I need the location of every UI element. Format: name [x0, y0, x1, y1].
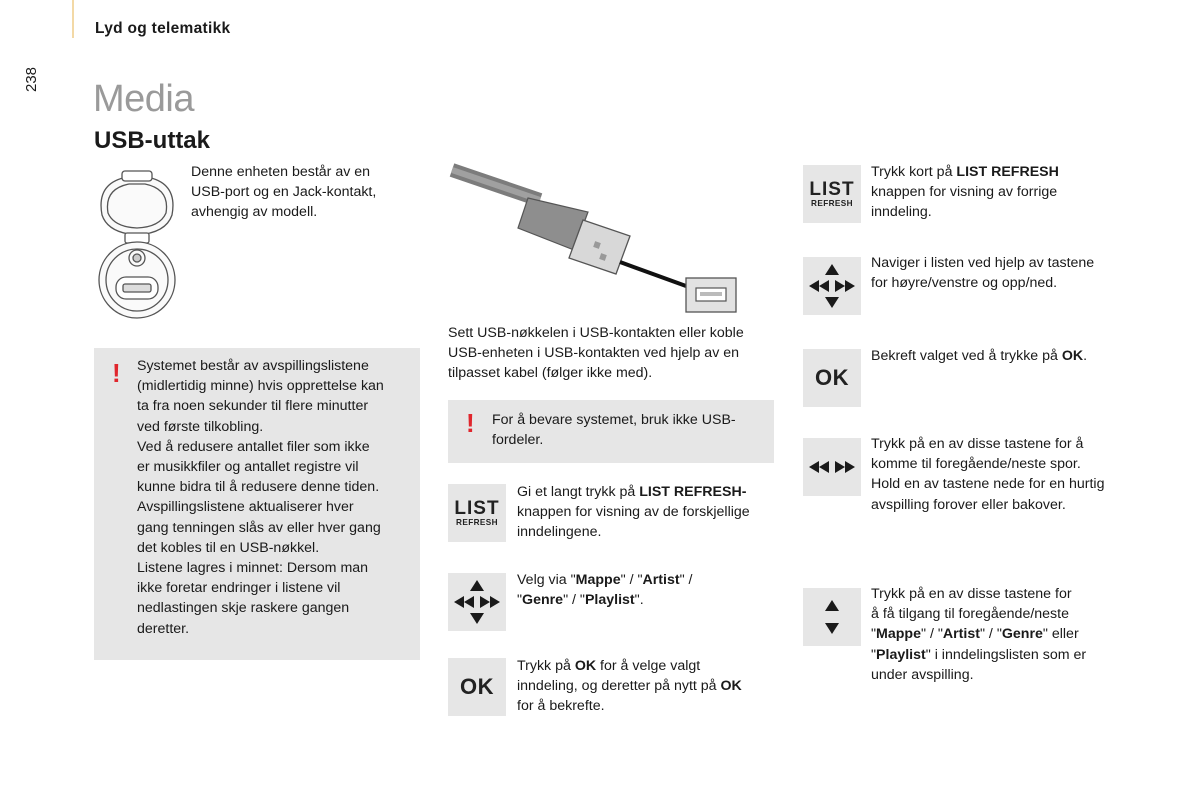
text-span: " / "	[920, 626, 943, 643]
list-refresh-key	[448, 484, 506, 542]
select-text	[517, 570, 777, 610]
four-way-arrow-key-right	[803, 257, 861, 315]
bold-span: OK	[574, 658, 597, 674]
warning-line: Listene lagres i minnet: Dersom man	[137, 560, 369, 577]
text-span: " / "	[620, 572, 643, 588]
warning-line: gang tenningen slås av eller hver gang	[137, 519, 381, 536]
page-title: Media	[93, 78, 194, 120]
ok-press-text	[517, 656, 777, 717]
warning-line: Systemet består av avspillingslistene	[137, 358, 369, 374]
text-span: " / "	[979, 626, 1002, 643]
section-header: Lyd og telematikk	[95, 20, 231, 37]
folder-text	[871, 584, 1146, 685]
bold-span: Genre	[1001, 626, 1043, 643]
text-span: Trykk kort på	[871, 164, 957, 180]
bold-span: Mappe	[876, 626, 921, 643]
ok-key-right	[803, 349, 861, 407]
text-span: " / "	[563, 592, 585, 609]
text-span: "	[871, 646, 877, 663]
text-span: " /	[679, 572, 693, 588]
text-line: under avspilling.	[871, 666, 974, 683]
text-line: inndelingene.	[517, 524, 602, 541]
left-right-arrow-key	[803, 438, 861, 496]
bold-span: LIST REFRESH	[956, 164, 1059, 180]
text-span: Bekreft valget ved å trykke på	[871, 348, 1062, 364]
text-line: inndeling.	[871, 204, 932, 221]
four-way-arrows-icon	[450, 575, 504, 629]
text-line: for høyre/venstre og opp/ned.	[871, 275, 1058, 292]
text-line: komme til foregående/neste spor.	[871, 456, 1081, 473]
page-number: 238	[23, 66, 40, 92]
instruction-line: Sett USB-nøkkelen i USB-kontakten eller koble	[448, 325, 744, 341]
warning-icon-left: !	[112, 358, 121, 388]
text-span: " i inndelingslisten som er	[925, 646, 1087, 663]
text-line: Trykk på en av disse tastene for å	[871, 436, 1084, 452]
list-refresh-glyph	[809, 180, 854, 208]
text-span: " eller	[1042, 626, 1079, 643]
bold-span: OK	[720, 678, 742, 695]
warning-line: ikke foretar endringer i listene vil	[137, 580, 341, 597]
up-down-arrows-icon	[805, 590, 859, 644]
text-span: Trykk på	[517, 658, 575, 674]
warning-line: nedlastingen skje raskere gangen	[137, 600, 350, 617]
usb-plug-illustration	[448, 162, 748, 322]
text-line: Hold en av tastene nede for en hurtig	[871, 476, 1105, 493]
left-right-arrows-icon	[805, 440, 859, 494]
text-span: ".	[634, 592, 644, 609]
instruction-line: USB-enheten i USB-kontakten ved hjelp av en	[448, 345, 740, 362]
usb-port-illustration	[92, 165, 182, 320]
text-span: .	[1083, 348, 1088, 364]
warning-line: deretter.	[137, 620, 190, 637]
warning-line: kunne bidra til å redusere denne tiden.	[137, 479, 380, 496]
warning-line: Ved å redusere antallet filer som ikke	[137, 438, 370, 455]
track-text	[871, 434, 1146, 515]
list-refresh-key-right	[803, 165, 861, 223]
text-line: knappen for visning av forrige	[871, 184, 1058, 201]
bold-span: OK	[1061, 348, 1084, 364]
text-line: knappen for visning av de forskjellige	[517, 504, 750, 521]
list-label: LIST	[454, 497, 500, 519]
text-span: "	[517, 592, 523, 609]
warning-line: fordeler.	[492, 432, 544, 449]
short-press-text	[871, 162, 1131, 223]
text-line: å få tilgang til foregående/neste	[871, 606, 1069, 623]
warning-line: ta fra noen sekunder til flere minutter	[137, 398, 369, 415]
four-way-arrow-key	[448, 573, 506, 631]
ok-label: OK	[460, 674, 494, 699]
warning-line: For å bevare systemet, bruk ikke USB-	[492, 412, 736, 428]
up-down-arrow-key	[803, 588, 861, 646]
warning-line: ved første tilkobling.	[137, 418, 264, 435]
warning-mid-text	[492, 410, 767, 450]
text-line: for å bekrefte.	[517, 698, 605, 715]
four-way-arrows-icon	[805, 259, 859, 313]
ok-key	[448, 658, 506, 716]
ok-label: OK	[815, 365, 849, 390]
bold-span: Mappe	[575, 572, 621, 588]
text-span: inndeling, og deretter på nytt på	[517, 678, 721, 695]
bold-span: Playlist	[876, 646, 926, 663]
warning-icon-mid: !	[466, 408, 475, 438]
list-refresh-glyph	[454, 499, 499, 527]
instruction-line: tilpasset kabel (følger ikke med).	[448, 365, 653, 382]
confirm-text	[871, 346, 1141, 366]
section-subtitle: USB-uttak	[94, 127, 211, 154]
long-press-text	[517, 482, 777, 543]
warning-line: (midlertidig minne) hvis opprettelse kan	[137, 378, 384, 395]
warning-line: er musikkfiler og antallet registre vil	[137, 459, 359, 476]
warning-line: det kobles til en USB-nøkkel.	[137, 539, 320, 556]
accent-line	[72, 0, 74, 38]
bold-span: Artist	[642, 572, 680, 588]
list-label: LIST	[809, 178, 855, 200]
text-span: for å velge valgt	[596, 658, 701, 674]
bold-span: LIST REFRESH-	[639, 484, 747, 500]
bold-span: Artist	[942, 626, 980, 643]
warning-line: Avspillingslistene aktualiserer hver	[137, 499, 354, 516]
navigate-text	[871, 253, 1141, 293]
text-line: avspilling forover eller bakover.	[871, 496, 1066, 513]
text-span: Velg via "	[517, 572, 576, 588]
bold-span: Playlist	[584, 592, 635, 609]
bold-span: Genre	[522, 592, 564, 609]
usb-instruction	[448, 323, 778, 384]
text-span: "	[871, 626, 877, 643]
warning-left-text	[137, 356, 417, 639]
intro-text: Denne enheten består av en USB-port og en Jack-kontakt, avhengig av modell.	[191, 164, 377, 221]
text-line: Trykk på en av disse tastene for	[871, 586, 1072, 602]
refresh-label: REFRESH	[811, 198, 853, 208]
refresh-label: REFRESH	[456, 517, 498, 527]
text-span: Gi et langt trykk på	[517, 484, 640, 500]
text-line: Naviger i listen ved hjelp av tastene	[871, 255, 1095, 271]
